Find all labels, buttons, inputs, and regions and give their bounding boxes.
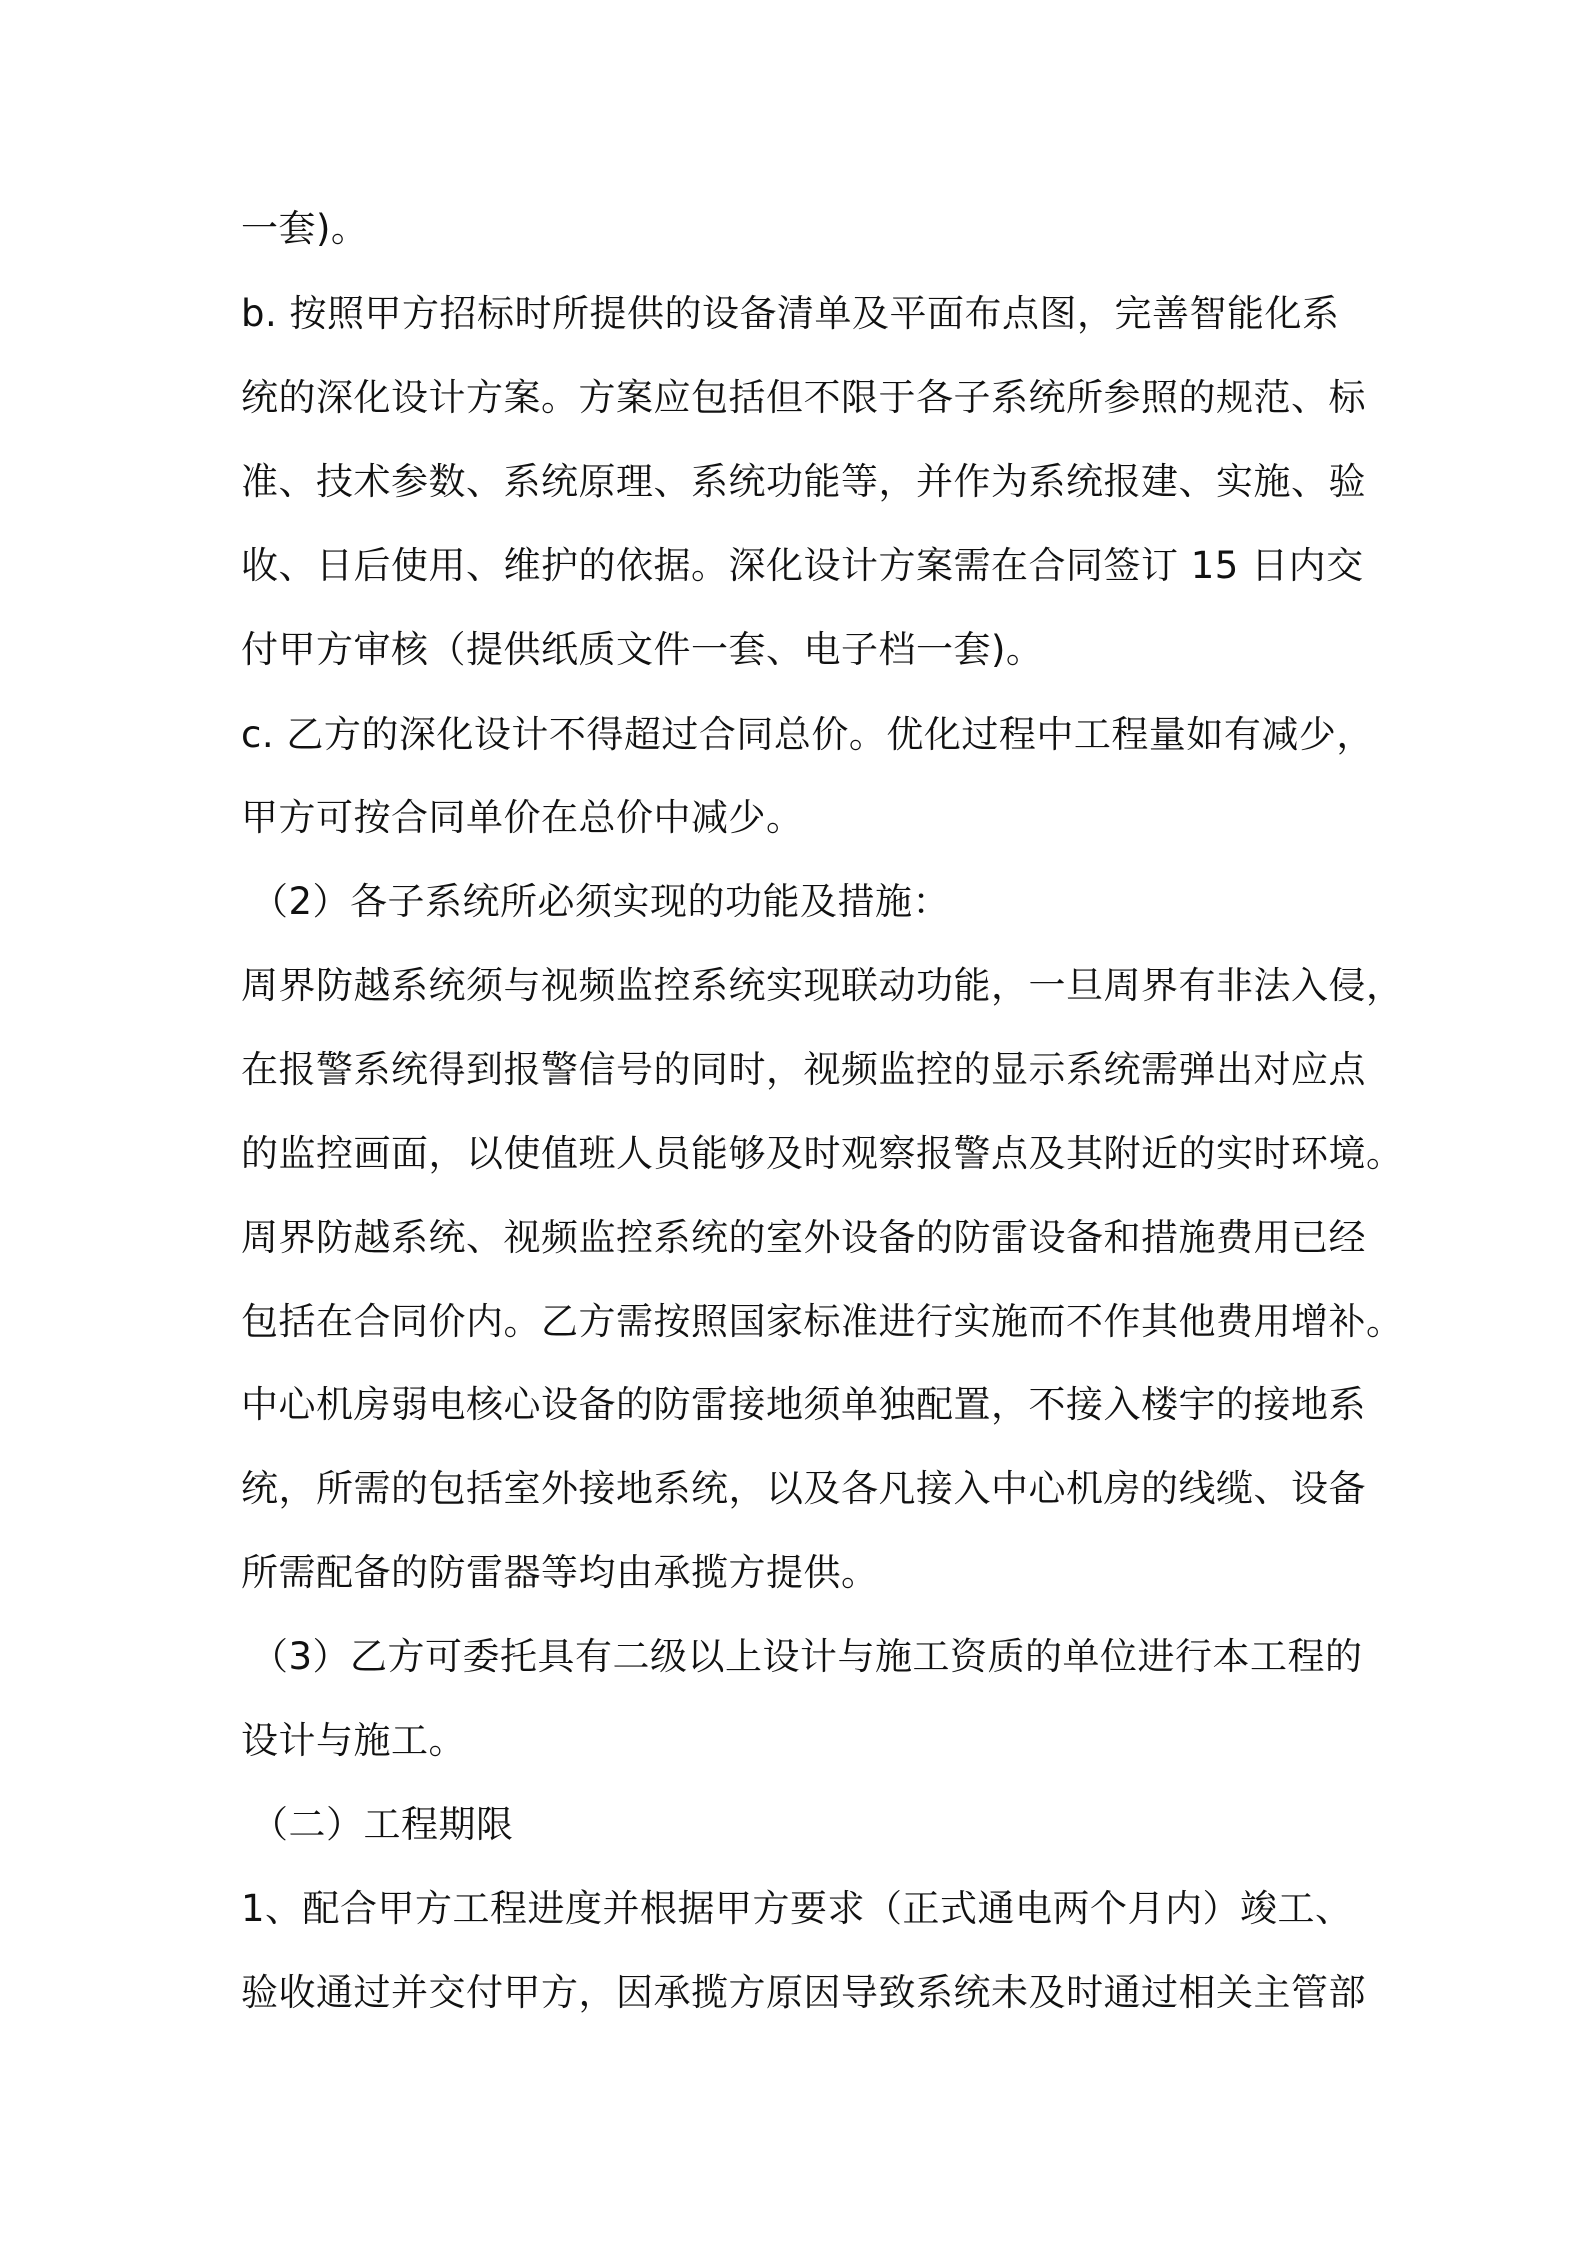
text-line: 中心机房弱电核心设备的防雷接地须单独配置，不接入楼宇的接地系 bbox=[241, 1383, 1366, 1426]
text-line: 验收通过并交付甲方，因承揽方原因导致系统未及时通过相关主管部 bbox=[241, 1971, 1366, 2014]
text-line: 付甲方审核（提供纸质文件一套、电子档一套)。 bbox=[241, 628, 1044, 671]
text-line: b. 按照甲方招标时所提供的设备清单及平面布点图，完善智能化系 bbox=[241, 292, 1340, 335]
text-line: 包括在合同价内。乙方需按照国家标准进行实施而不作其他费用增补。 bbox=[241, 1300, 1404, 1343]
text-line: 周界防越系统须与视频监控系统实现联动功能，一旦周界有非法入侵， bbox=[241, 964, 1404, 1007]
subsection-heading: （3）乙方可委托具有二级以上设计与施工资质的单位进行本工程的 bbox=[251, 1635, 1363, 1678]
text-line: 统的深化设计方案。方案应包括但不限于各子系统所参照的规范、标 bbox=[241, 376, 1366, 419]
text-line: 1、配合甲方工程进度并根据甲方要求（正式通电两个月内）竣工、 bbox=[241, 1887, 1353, 1930]
text-line: 统，所需的包括室外接地系统，以及各凡接入中心机房的线缆、设备 bbox=[241, 1467, 1366, 1510]
text-line: 的监控画面，以使值班人员能够及时观察报警点及其附近的实时环境。 bbox=[241, 1132, 1404, 1175]
text-line: 收、日后使用、维护的依据。深化设计方案需在合同签订 15 日内交 bbox=[241, 544, 1364, 587]
text-line: 周界防越系统、视频监控系统的室外设备的防雷设备和措施费用已经 bbox=[241, 1216, 1366, 1259]
text-line: 准、技术参数、系统原理、系统功能等，并作为系统报建、实施、验 bbox=[241, 460, 1366, 503]
text-line: 甲方可按合同单价在总价中减少。 bbox=[241, 796, 804, 839]
text-line: c. 乙方的深化设计不得超过合同总价。优化过程中工程量如有减少， bbox=[241, 713, 1374, 756]
section-heading: （二）工程期限 bbox=[251, 1803, 514, 1846]
text-line: 设计与施工。 bbox=[241, 1719, 466, 1762]
text-line: 一套)。 bbox=[241, 207, 369, 250]
text-line: 所需配备的防雷器等均由承揽方提供。 bbox=[241, 1551, 879, 1594]
subsection-heading: （2）各子系统所必须实现的功能及措施： bbox=[251, 880, 951, 923]
text-line: 在报警系统得到报警信号的同时，视频监控的显示系统需弹出对应点 bbox=[241, 1048, 1366, 1091]
